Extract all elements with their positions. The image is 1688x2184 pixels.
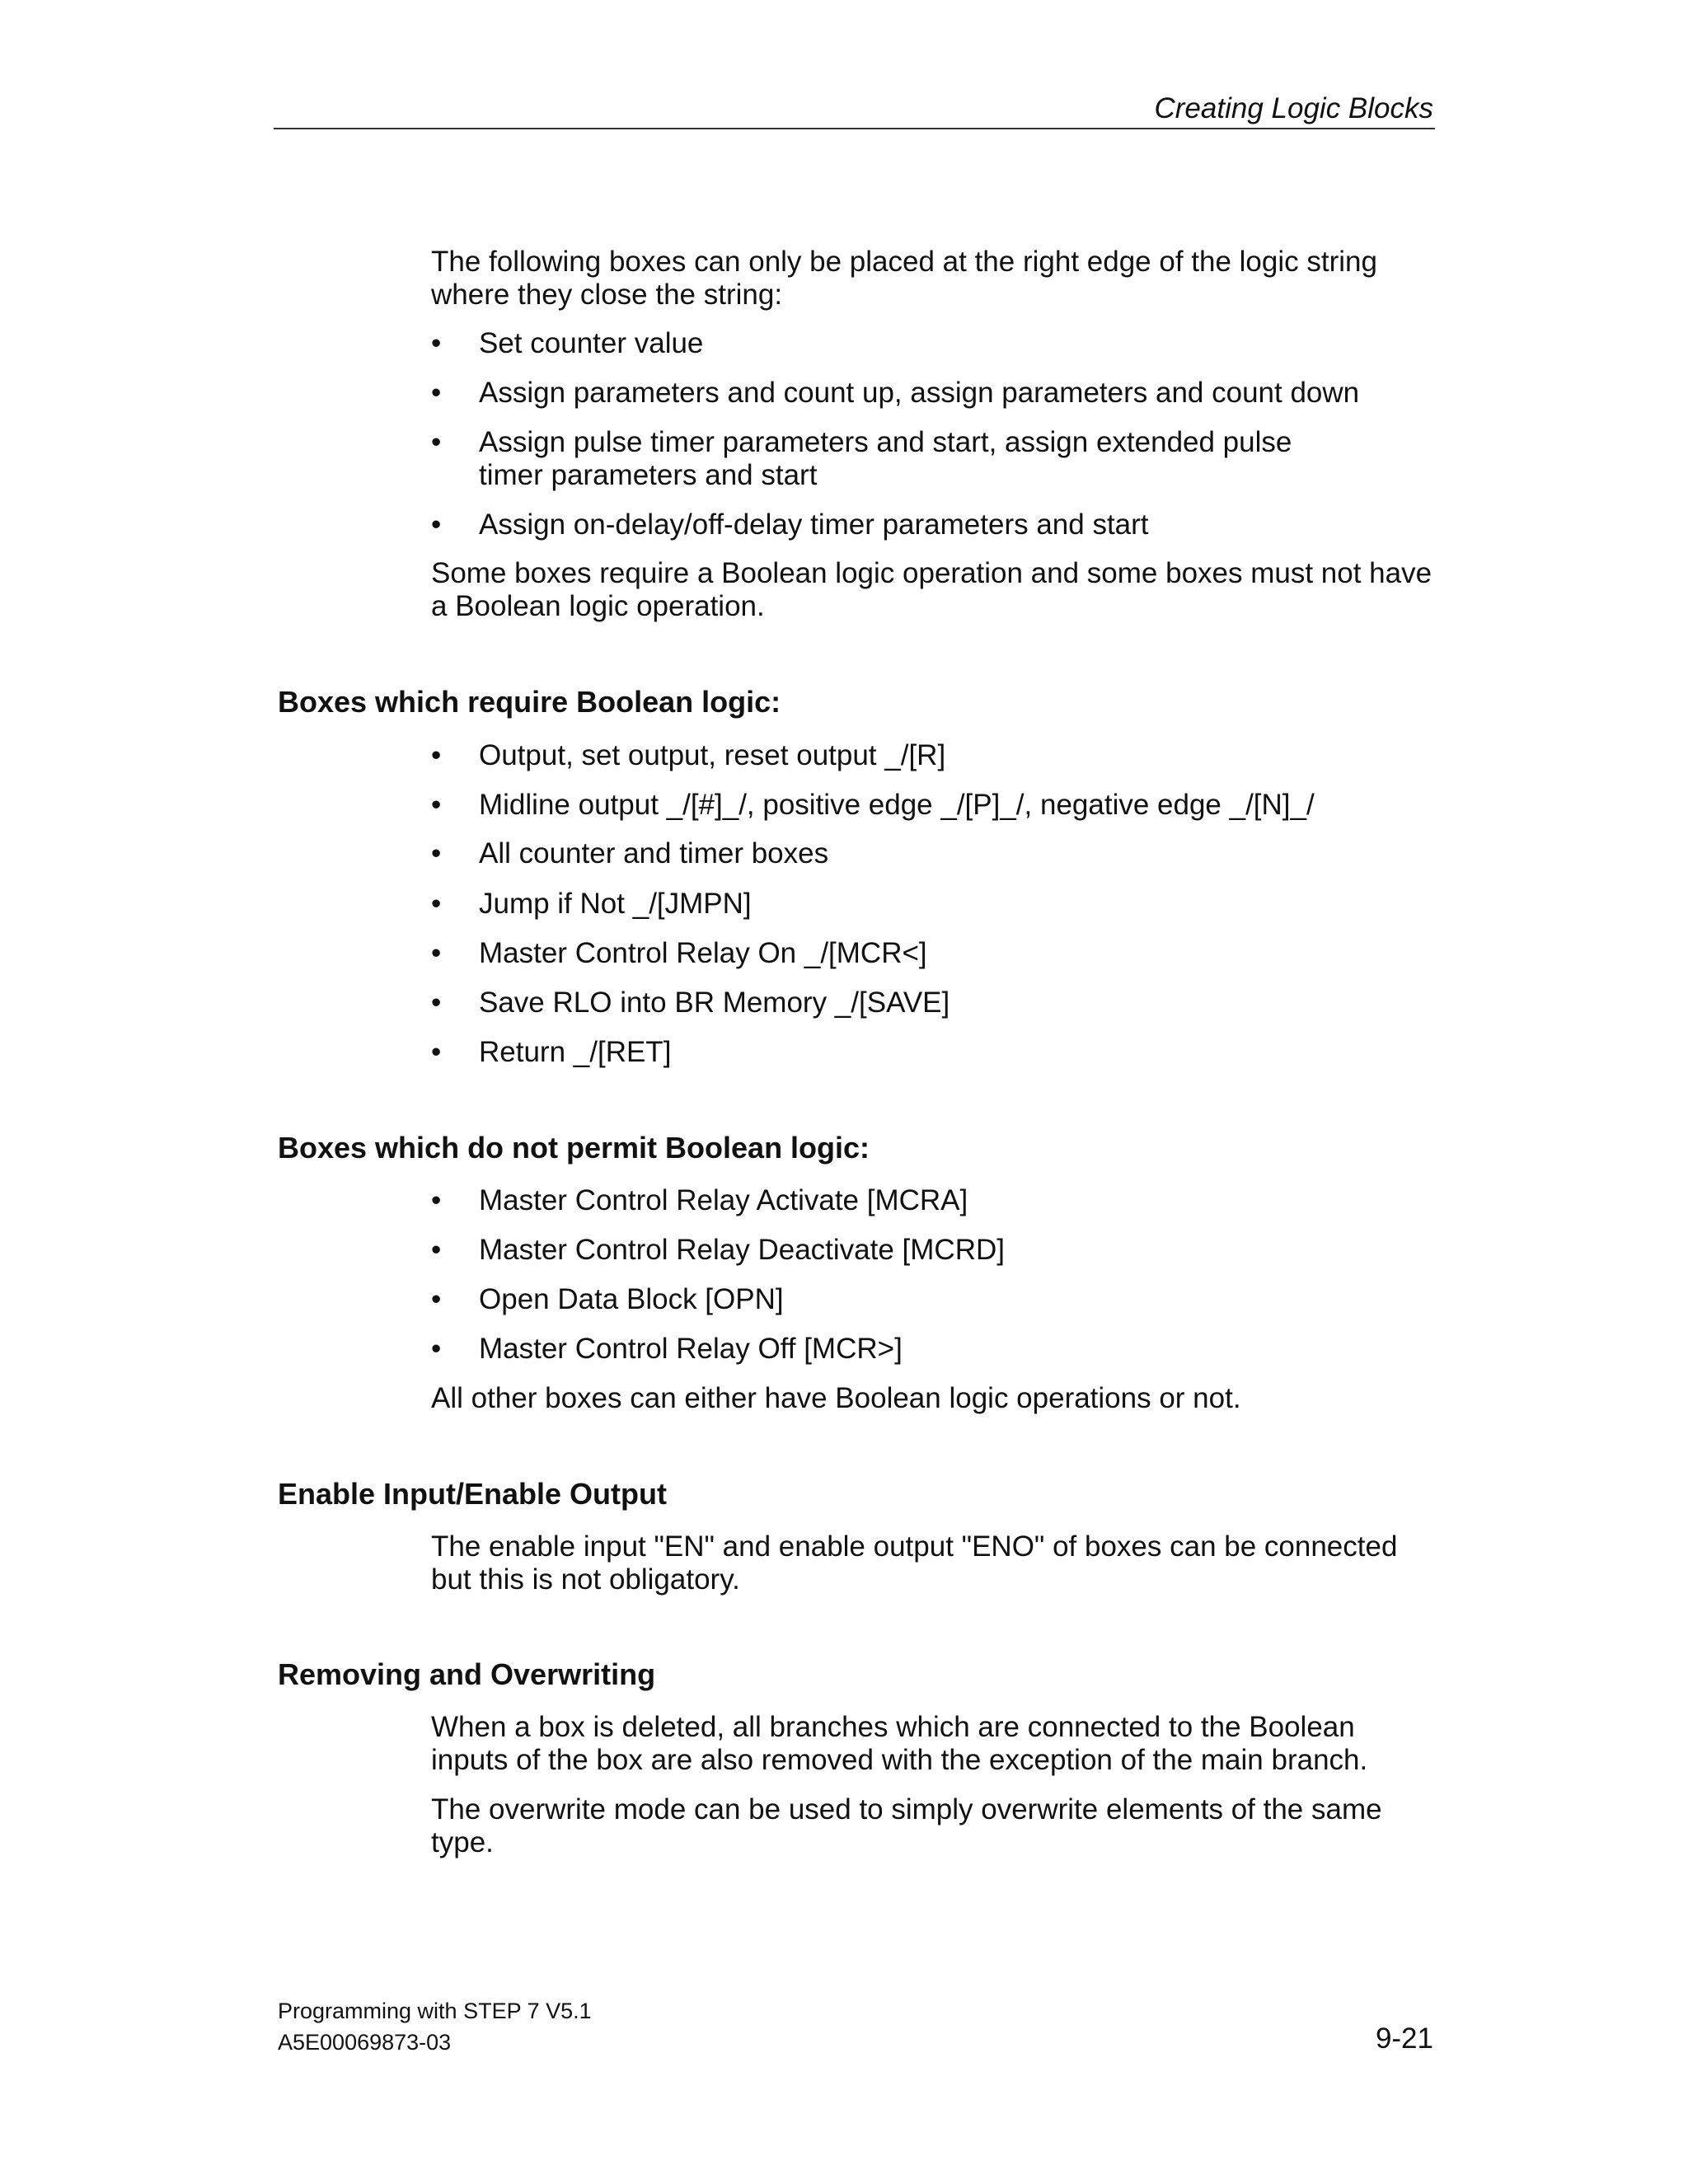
bullet-icon: • — [431, 789, 442, 821]
list-item-text: Set counter value — [479, 327, 704, 359]
removing-paragraph: When a box is deleted, all branches which are connected to the Boolean inputs of the box are also removed with the exception of the main branch. — [431, 1711, 1368, 1776]
list-item-text: Save RLO into BR Memory _/[SAVE] — [479, 987, 950, 1019]
bullet-icon: • — [431, 739, 442, 771]
bullet-icon: • — [431, 937, 442, 969]
section-heading-require-boolean: Boxes which require Boolean logic: — [278, 685, 781, 719]
list-item-text: Return _/[RET] — [479, 1036, 672, 1068]
list-item-text: Output, set output, reset output _/[R] — [479, 739, 946, 771]
section-heading-not-permit-boolean: Boxes which do not permit Boolean logic: — [278, 1131, 870, 1165]
list-item-text: Midline output _/[#]_/, positive edge _/[P]_/, negative edge _/[N]_/ — [479, 789, 1315, 821]
footer-document-id: A5E00069873-03 — [278, 2030, 452, 2055]
list-item-text: Assign pulse timer parameters and start, assign extended pulse timer parameters and start — [479, 426, 1292, 491]
bullet-icon: • — [431, 377, 442, 409]
intro-paragraph-2: Some boxes require a Boolean logic operation and some boxes must not have a Boolean logic operation. — [431, 557, 1432, 622]
bullet-icon: • — [431, 509, 442, 541]
enable-paragraph: The enable input "EN" and enable output "ENO" of boxes can be connected but this is not obligatory. — [431, 1530, 1398, 1596]
list-item-text: Master Control Relay On _/[MCR<] — [479, 937, 927, 969]
overwrite-paragraph: The overwrite mode can be used to simply overwrite elements of the same type. — [431, 1793, 1382, 1858]
list-item-text: Assign parameters and count up, assign parameters and count down — [479, 377, 1360, 409]
list-item-text: Master Control Relay Activate [MCRA] — [479, 1184, 968, 1216]
bullet-icon: • — [431, 1283, 442, 1315]
bullet-icon: • — [431, 426, 442, 458]
page-number: 9-21 — [1375, 2022, 1433, 2055]
bullet-icon: • — [431, 888, 442, 920]
bullet-icon: • — [431, 987, 442, 1019]
bullet-icon: • — [431, 837, 442, 869]
list-item-text: Assign on-delay/off-delay timer parameters and start — [479, 509, 1149, 541]
footer-manual-title: Programming with STEP 7 V5.1 — [278, 1999, 592, 2023]
list-item-text: Open Data Block [OPN] — [479, 1283, 784, 1315]
bullet-icon: • — [431, 327, 442, 359]
section-heading-removing: Removing and Overwriting — [278, 1657, 656, 1691]
running-header-title: Creating Logic Blocks — [1154, 92, 1433, 124]
bullet-icon: • — [431, 1234, 442, 1266]
section-heading-enable: Enable Input/Enable Output — [278, 1477, 667, 1511]
intro-paragraph: The following boxes can only be placed at the right edge of the logic string where they close the string: — [431, 246, 1377, 311]
header-divider — [274, 128, 1435, 129]
list-item-text: All counter and timer boxes — [479, 837, 829, 869]
list-item-text: Master Control Relay Deactivate [MCRD] — [479, 1234, 1005, 1266]
list-item-text: Master Control Relay Off [MCR>] — [479, 1333, 903, 1365]
bullet-icon: • — [431, 1333, 442, 1365]
bullet-icon: • — [431, 1036, 442, 1068]
bullet-icon: • — [431, 1184, 442, 1216]
not-permit-paragraph: All other boxes can either have Boolean logic operations or not. — [431, 1382, 1241, 1414]
list-item-text: Jump if Not _/[JMPN] — [479, 888, 752, 920]
